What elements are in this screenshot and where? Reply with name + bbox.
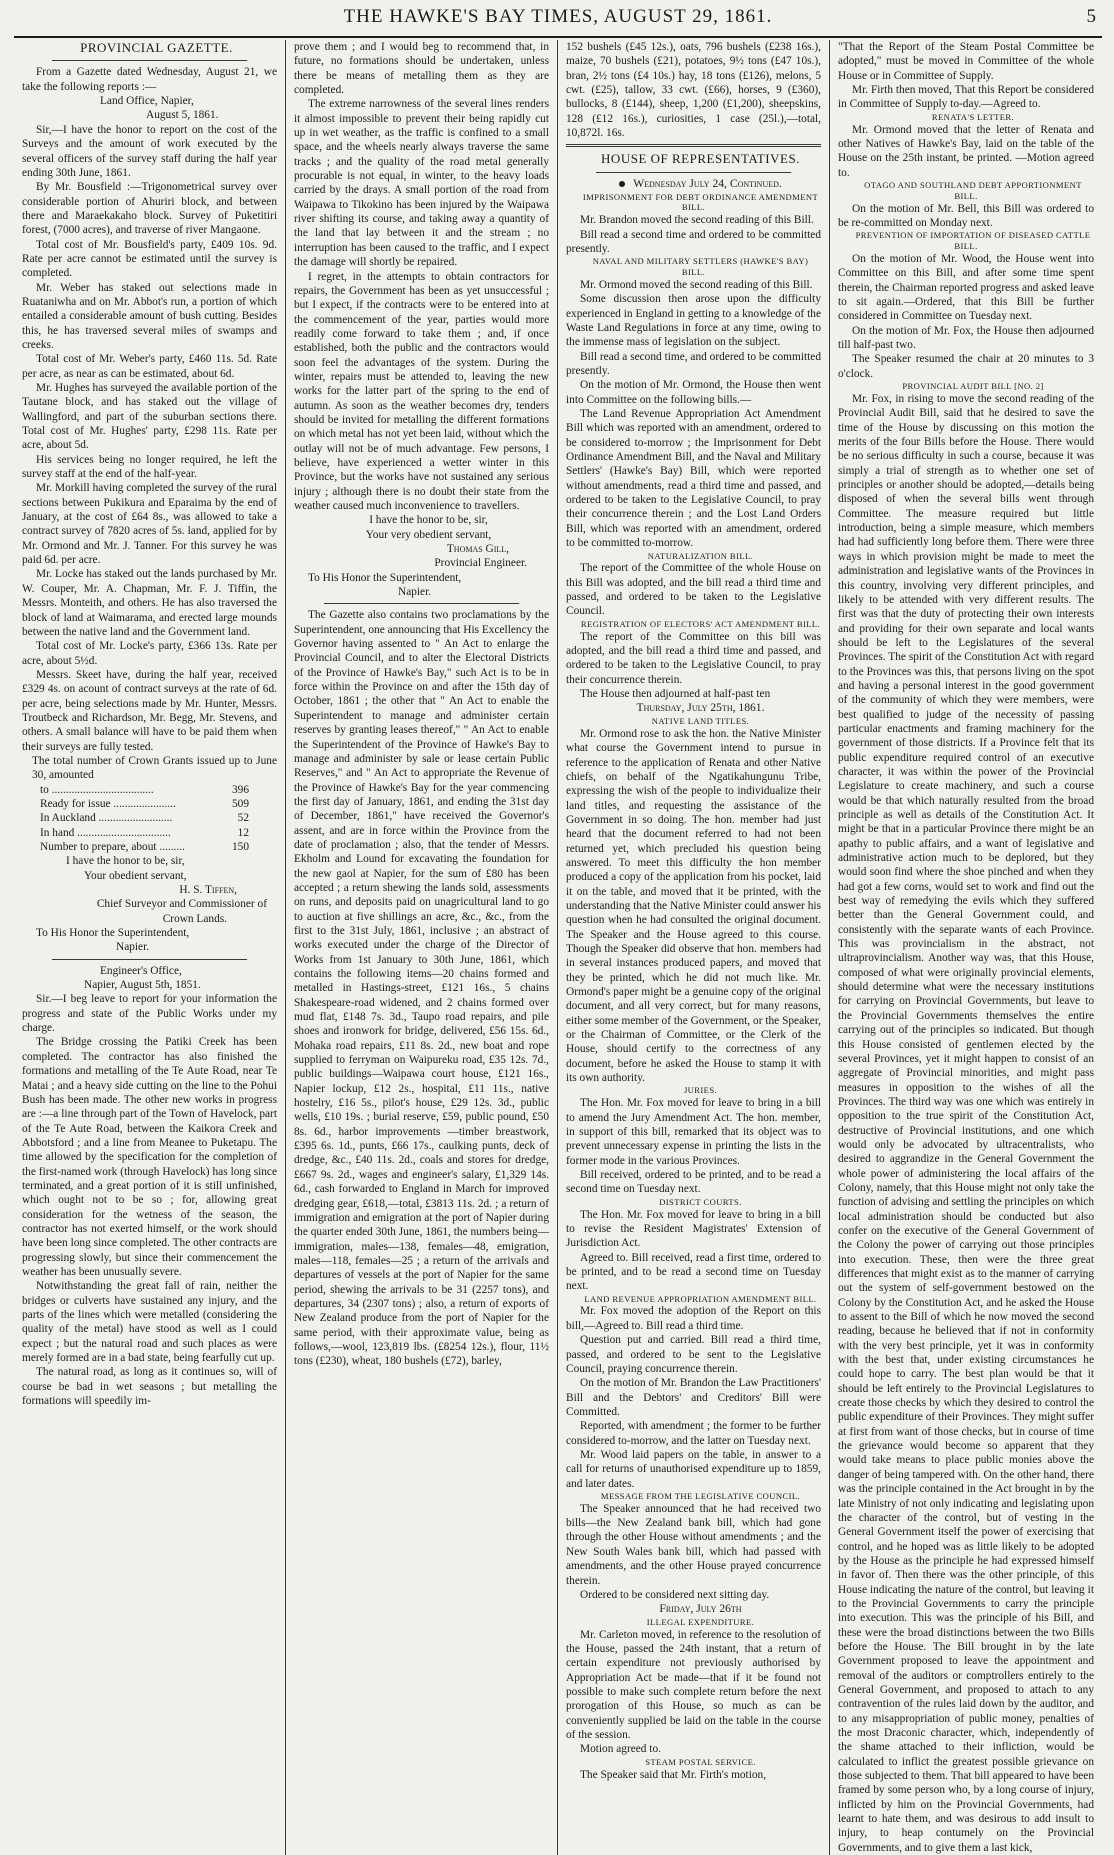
column-2 (286, 40, 558, 1855)
date-line: Thursday, July 25th, 1861. (636, 701, 765, 715)
date-line: Friday, July 26th (659, 1602, 742, 1616)
paragraph: The Speaker resumed the chair at 20 minutes to 3 o'clock. (838, 353, 1094, 380)
letter-place: Engineer's Office, (100, 964, 182, 977)
grants-row: to .................................... 396 (40, 783, 249, 796)
subheading: PROVINCIAL AUDIT BILL [NO. 2] (902, 381, 1044, 392)
paragraph: Mr. Fox moved the adoption of the Report on this bill,—Agreed to. Bill read a third time. (566, 1305, 821, 1332)
paragraph: Agreed to. Bill received, read a first time, ordered to be printed, and to be read a second time on Tuesday next. (566, 1251, 821, 1293)
masthead-title: THE HAWKE'S BAY TIMES, AUGUST 29, 1861. (343, 6, 773, 27)
addressee: To His Honor the Superintendent, (36, 927, 190, 940)
grants-row: In Auckland .......................... 52 (40, 812, 249, 825)
paragraph: Mr. Ormond rose to ask the hon. the Native Minister what course the Government intend to pursue in reference to the application of Renata and other Native chiefs, on behalf of the Ngatikahungunu Tribe, expressing the wish of the people to individualize their land titles, and requesting the assistance of the Government in so doing. The hon. member had just heard that the document referred to had not been returned yet, which precluded his question being answered. To meet this difficulty the hon member produced a copy of the application from his pocket, laid it on the table, and moved that it be printed, with the understanding that the Native Minister could answer his question when he had consulted the original document. The Speaker and the House agreed to this course. Though the Speaker did observe that hon. members had in several instances produced papers, and moved that they be printed, which he did not much like. Mr. Ormond's paper might be a genuine copy of the original document, and all very correct, but for many reasons, either some member of the Government, or the Speaker, or the Chairman of Committee, or the Clerk of the House, should certify to the correctness of any document, before he asked the House to stamp it with its own authority. (566, 727, 821, 1085)
closing-line: Your obedient servant, (84, 869, 187, 882)
paragraph: Total cost of Mr. Bousfield's party, £409 10s. 9d. Rate per acre cannot be estimated until the survey is completed. (22, 238, 277, 280)
addressee: Napier. (116, 941, 150, 954)
subheading: DISTRICT COURTS. (659, 1196, 742, 1207)
paragraph: On the motion of Mr. Fox, the House then adjourned till half-past two. (838, 324, 1094, 352)
paragraph: Bill received, ordered to be printed, and to be read a second time on Tuesday next. (566, 1169, 821, 1196)
subheading: STEAM POSTAL SERVICE. (645, 1756, 756, 1767)
paragraph: Motion agreed to. (580, 1743, 661, 1756)
signer-title: Chief Surveyor and Commissioner of (96, 898, 267, 911)
divider (596, 172, 791, 173)
paragraph: I regret, in the attempts to obtain contractors for repairs, the Government has been as yet unsuccessful ; but I expect, if the contracts were to be entered into at the commencement of the year, parties would more readily come forward to take them ; and, if once established, both the public and the contractors would soon feel the advantages of the system. During the winter, repairs must be attended to, leaving the new works for the latter part of the spring to the end of autumn. As soon as the weather becomes dry, tenders should be invited for metalling the different formations on which metal has not yet been laid, without which the outlay will not be of much advantage. Few persons, I believe, have experienced a wetter winter in this Province, but the works have not sustained any serious injury ; although there is no doubt their state from the weather caused much inconvenience to travellers. (294, 270, 549, 512)
subheading: IMPRISONMENT FOR DEBT ORDINANCE AMENDMENT BILL. (582, 191, 819, 213)
paragraph: Mr. Ormond moved the second reading of this Bill. (580, 278, 813, 291)
divider (52, 60, 247, 61)
subheading: MESSAGE FROM THE LEGISLATIVE COUNCIL. (600, 1490, 801, 1501)
section-heading: HOUSE OF REPRESENTATIVES. (601, 151, 800, 167)
divider (566, 144, 821, 147)
paragraph: Sir,—I have the honor to report on the cost of the Surveys and the amount of work executed by the several officers of the survey staff during the half year ending 30th June, 1861. (22, 123, 277, 179)
grants-row: In hand ................................. 12 (40, 826, 249, 839)
date-line: Wednesday July 24, Continued. (566, 177, 821, 192)
grants-row: Number to prepare, about ......... 150 (40, 841, 249, 853)
paragraph: 152 bushels (£45 12s.), oats, 796 bushels (£238 16s.), maize, 70 bushels (£21), potatoes, 9½ tons (£47 10s.), bran, 2½ tons (£4 10s.) hay, 18 tons (£126), melons, 5 cwt. (£25), tallow, 33 cwt. (£66), horses, 9 (£360), bullocks, 8 (£144), sheep, 1,200 (£1,200), sheepskins, 128 (£12 16s.), curiosities, 1 case (25l.),—total, 10,872l. 16s. (566, 41, 821, 140)
grants-intro: The total number of Crown Grants issued up to June 30, amounted (32, 754, 277, 782)
paragraph: The House then adjourned at half-past ten (580, 687, 771, 700)
paragraph: The Bridge crossing the Patiki Creek has been completed. The contractor has also finished the formations and metalling of the Te Aute Road, near Te Matai ; and a heavy side cutting on the line to the Pohui Bush has been made. The other new works in progress are :—a line through part of the Town of Havelock, part of the Te Aute Road, between the Kaikora Creek and Abbotsford ; and a line from Meanee to Puketapu. The time allowed by the specification for the completion of the first-named work (through Havelock) has long since terminated, and a great portion of it is still unfinished, which ought not to be so ; for, allowing great consideration for the wetness of the season, the contractor has not exerted himself, or the work should have been long since completed. The other contracts are progressing slowly, but since their commencement the weather has been unusually severe. (22, 1036, 277, 1278)
paragraph: Messrs. Skeet have, during the half year, received £329 4s. on acount of contract surveys at the rate of 6d. per acre, being selections made by Mr. Hunter, Messrs. Troutbeck and Richardson, Mr. Begg, Mr. Stevens, and others. A small balance will have to be paid them when their surveys are fully tested. (22, 668, 277, 753)
letter1-body (22, 123, 277, 754)
paragraph: Mr. Hughes has surveyed the available portion of the Tautane block, and has staked out the village of Wallingford, and part of the suburban sections there. Total cost of Mr. Hughes' party, £298 11s. Rate per acre, about 5d. (22, 382, 277, 452)
paragraph: Mr. Weber has staked out selections made in Ruataniwha and on Mr. Abbot's run, a portion of which entailed a considerable amount of bush cutting. Besides this, he has traversed several miles of swamps and creeks. (22, 281, 277, 351)
paragraph: Mr. Carleton moved, in reference to the resolution of the House, passed the 24th instant, that a return of certain expenditure not previously authorised by Appropriation Act be made—that if it be found not possible to make such complete return before the next prorogation of this House, so much as can be conveniently supplied be laid on the table in the course of the session. (566, 1628, 821, 1742)
subheading: NAVAL AND MILITARY SETTLERS (HAWKE'S BAY) BILL. (592, 256, 809, 278)
subheading: OTAGO AND SOUTHLAND DEBT APPORTIONMENT BILL. (864, 179, 1082, 201)
paragraph: Notwithstanding the great fall of rain, neither the bridges or culverts have sustained any injury, and the parts of the lines which were metalled (considering the quality of the metal) have stood as well as I could expect ; but the natural road and such places as were merely formed are in a bad state, being fearfully cut up. (22, 1280, 277, 1365)
paragraph: On the motion of Mr. Ormond, the House then went into Committee on the following bills.— (566, 379, 821, 406)
subheading: RENATA'S LETTER. (931, 111, 1015, 122)
paragraph: The Land Revenue Appropriation Act Amendment Bill which was reported with an amendment, ordered to be considered to-morrow ; the Imprisonment for Debt Ordinance Amendment Bill, and the Naval and Military Settlers' (Hawke's Bay) Bill, which were reported without amendments, read a third time and passed, and ordered to be taken to the Legislative Council, to pray their concurrence therein ; and the Lost Land Orders Bill, which was reported with an amendment, ordered to be committed to-morrow. (566, 408, 821, 550)
letter-date: Napier, August 5th, 1851. (84, 979, 201, 992)
paragraph: The Speaker announced that he had received two bills—the New Zealand bank bill, which had gone through the other House without amendments ; and the New South Wales bank bill, which had passed with amendments, and the other House prayed concurrence therein. (566, 1502, 821, 1587)
paragraph: On the motion of Mr. Wood, the House went into Committee on this Bill, and after some time spent therein, the Chairman reported progress and asked leave to sit again.—Ordered, that this Bill be further considered in Committee on Tuesday next. (838, 253, 1094, 323)
subheading: NATURALIZATION BILL. (647, 550, 754, 561)
subheading: REGISTRATION OF ELECTORS' ACT AMENDMENT BILL. (580, 618, 821, 629)
paragraph: The Speaker said that Mr. Firth's motion, (580, 1768, 767, 1781)
closing-line: Your very obedient servant, (365, 528, 492, 541)
paragraph: By Mr. Bousfield :—Trigonometrical survey over considerable portion of Ahuriri block, and between there and Maraekakaho block. Survey of Puketitiri forest, (7000 acres), and traverse of river Mangaone. (22, 181, 277, 237)
signature: H. S. Tiffen, (179, 884, 237, 897)
grants-table (22, 783, 277, 855)
paragraph: The Hon. Mr. Fox moved for leave to bring in a bill to amend the Jury Amendment Act. The hon. member, in support of this bill, remarked that its object was to prevent unnecessary expense in printing the lists in the former mode in the various Provinces. (566, 1097, 821, 1167)
paragraph: On the motion of Mr. Brandon the Law Practitioners' Bill and the Debtors' and Creditors' Bill were Committed. (566, 1377, 821, 1418)
paragraph: The extreme narrowness of the several lines renders it almost impossible to prevent their being rapidly cut up in wet weather, as the traffic is confined to a small space, and the wheels nearly always traverse the same tracks ; and the quality of the road metal generally procurable is not equal, in winter, to the heavy loads carried by the drays. A small portion of the road from Waipawa to Tikokino has been injured by the Waipawa river shifting its course, and taking away a quantity of the land that lay between it and the stream ; no interruption has been caused to the traffic, and I expect the damage will shortly be repaired. (294, 98, 549, 269)
page-number: 5 (1086, 6, 1096, 27)
paragraph: Total cost of Mr. Locke's party, £366 13s. Rate per acre, about 5½d. (22, 640, 277, 667)
addressee: Napier. (398, 586, 432, 599)
subheading: LAND REVENUE APPROPRIATION AMENDMENT BILL. (584, 1293, 817, 1304)
paragraph: Mr. Morkill having completed the survey of the rural sections between Pukikura and Eparaima by the end of January, at the cost of £64 8s., was allowed to take a contract survey of 7820 acres of 5s. land, applied for by Mr. Ormond and Mr. J. Tanner. For this survey he was paid 6d. per acre. (22, 482, 277, 567)
column-4 (830, 40, 1102, 1855)
paragraph: Question put and carried. Bill read a third time, passed, and ordered to be sent to the Legislative Council, praying concurrence therein. (566, 1334, 821, 1375)
paragraph: Mr. Fox, in rising to move the second reading of the Provincial Audit Bill, said that he desired to save the time of the House by discussing on this motion the merits of the four Bills before the House. There would be no serious difficulty in such a course, because it was simply a trial of strength as to whether one set of principles or another should be adopted,—details being disposed of when the several bills went through Committee. The measure required but little introduction, being a simple measure, which members had had sufficiently long before them. There were three ways in which provision might be made to meet the administration and legislative wants of the Provinces in this country, involving very different principles, and likely to be attended with very different results. The first was that the duty of protecting their own interests and providing for their own separate and local wants should be left to the Legislatures of the several Provinces. The spirit of the Constitution Act with regard to the Provinces was this, that persons living on the spot and having a personal interest in the good government of the community of which they were members, were best qualified to judge of the necessity of passing particular enactments and framing machinery for the government of those districts. If a Province felt that its public expenditure required control of an executive character, it was within the power of the Provincial Legislature to create machinery, and such a course would be that which naturally resulted from the broad principle as well as details of the Constitution Act. It might be that in a particular Province there might be an apathy to public affairs, and a want of legislative and administrative action much to be deplored, but they would soon find where the shoe pinched and when they had got a few corns, would set to work and find out the best way of remedying the evils which they suffered better than the General Government could, and consistently with the separate wants of each Province. This was provincialism in the abstract, not ultraprovincialism. Another way was, that this House, composed of what were originally provincial elements, should determine what were the necessary institutions for carrying on Provincial Governments, but leave to the Provincial Governments themselves the entire carrying out of the principles so indicated. But though this House consisted of gentlemen elected by the several Provinces, yet it might happen to consist of an aggregate of Provincial minorities, and might pass measures in opposition to the wishes of all the Provinces. The third way was one which was entirely in opposition to the true spirit of the Constitution Act, destructive of Provincial institutions, and one which would only be advocated by ultracentralists, who desired to aggrandize in the General Government the whole power of administering the local affairs of the Colony, namely, that this House might not only take the function of advising and settling the principles on which local administration should be conducted but also confer on the executive of the General Government of the Colony the power of carrying out those principles into execution. These, then were the three great differences that might exist as to the manner of carrying out the system of self-government bestowed on the Colony by the Constitution Act, and he asked the House to assent to the Bill of which he now moved the second reading, because he believed that if not in conformity with the very best principle, yet it was in conformity with the best that, under existing circumstances he could hope to carry. The best plan would be that it should be left entirely to the Provincial Legislatures to create those checks by which they desired to control the public expenditure of their Provinces. They might suffer at first from want of those checks, but in course of time the grievance would become so apparent that they would take means to place public monies above the danger of being tampered with. On the other hand, there was the principle contained in the Act brought in by the late Ministry of not only indicating and legislating upon the character of the control, but of vesting in the General Government itself the power of exercising that control, and he hoped was as little likely to be adopted by the House as the principle he had expressed himself in favor of. Then there was the other principle, of this House indicating the nature of the control, but leaving it to the Provincial Governments to carry the principle into execution. This was the principle of his Bill, and these were the broad distinctions between the two Bills before the House. The Bill brought in by the late Government proposed to leave the appointment and removal of the auditors or comptrollers entirely to the General Government, and proposed to attach to any contravention of the rules laid down by the auditor, and to any misappropriation of public money, penalties of the most Draconic character, which, independently of the shame attached to their infliction, would be calculated to inflict the greatest possible grievance on those subjected to them. That bill appeared to have been framed by some person who, by a long course of injury, inflicted by him on the Provincial Governments, had learnt to hate them, and was desirous to add insult to injury, to heap contumely on the Provincial Governments, and to give them a last kick, (838, 393, 1094, 1854)
masthead (14, 6, 1102, 38)
paragraph: Mr. Firth then moved, That this Report be considered in Committee of Supply to-day.—Agreed to. (838, 84, 1094, 111)
closing-line: I have the honor to be, sir, (66, 855, 185, 868)
paragraph: Bill read a second time, and ordered to be committed presently. (566, 350, 821, 378)
divider (324, 603, 519, 604)
subheading: NATIVE LAND TITLES. (651, 715, 750, 726)
intro-paragraph: From a Gazette dated Wednesday, August 21, we take the following reports :— (22, 66, 277, 93)
paragraph: Reported, with amendment ; the former to be further considered to-morrow, and the latter on Tuesday next. (566, 1420, 821, 1447)
paragraph: Bill read a second time and ordered to be committed presently. (566, 228, 821, 255)
columns (14, 40, 1102, 1854)
paragraph: Some discussion then arose upon the difficulty experienced in England in getting to a knowledge of the Waste Land Regulations in force at any time, owing to the immense mass of legislation on the subject. (566, 293, 821, 349)
bullet-icon (619, 181, 625, 187)
paragraph: Ordered to be considered next sitting day. (580, 1588, 770, 1601)
letter-date: August 5, 1861. (146, 109, 219, 122)
signer-title: Crown Lands. (162, 912, 227, 925)
paragraph: The report of the Committee on this bill was adopted, and the bill read a third time and passed, and ordered to be taken to the Legislative Council, to pray their concurrence therein. (566, 630, 821, 686)
subheading: JURIES. (683, 1085, 718, 1096)
paragraph: Total cost of Mr. Weber's party, £460 11s. 5d. Rate per acre, as near as can be estimated, about 6d. (22, 353, 277, 380)
paragraph: Mr. Wood laid papers on the table, in answer to a call for returns of unauthorised expenditure up to 1859, and later dates. (566, 1448, 821, 1490)
paragraph: His services being no longer required, he left the survey staff at the end of the half-year. (22, 453, 277, 481)
letter-place: Land Office, Napier, (100, 95, 194, 108)
section-heading: PROVINCIAL GAZETTE. (80, 40, 233, 55)
column-3 (558, 40, 830, 1855)
signature: Thomas Gill, (446, 543, 509, 556)
paragraph: Mr. Brandon moved the second reading of this Bill. (580, 214, 814, 227)
paragraph: Sir.—I beg leave to report for your information the progress and state of the Public Works under my charge. (22, 993, 277, 1035)
paragraph: prove them ; and I would beg to recommend that, in future, no formations should be undertaken, unless there be means of metalling them as they are completed. (294, 41, 549, 97)
subheading: ILLEGAL EXPENDITURE. (646, 1616, 755, 1627)
closing-line: I have the honor to be, sir, (369, 514, 488, 527)
paragraph: The natural road, as long as it continues so, will of course be bad in wet seasons ; but metalling the formations will speedily im- (22, 1366, 277, 1408)
addressee: To His Honor the Superintendent, (308, 571, 462, 584)
paragraph: The report of the Committee of the whole House on this Bill was adopted, and the bill read a third time and passed, and ordered to be taken to the Legislative Council. (566, 562, 821, 618)
paragraph: Mr. Locke has staked out the lands purchased by Mr. W. Couper, Mr. A. Chapman, Mr. F. J. Tiffin, the Messrs. Monteith, and others. He has also traversed the block of land at Waimarama, and erected large mounds between the native land and the Government land. (22, 568, 277, 638)
subheading: PREVENTION OF IMPORTATION OF DISEASED CATTLE BILL. (855, 230, 1091, 252)
grants-row: Ready for issue ...................... 509 (40, 797, 249, 810)
divider (52, 959, 247, 960)
paragraph: The Gazette also contains two proclamations by the Superintendent, one announcing that His Excellency the Governor having assented to " An Act to enlarge the Provincial Council, and to alter the Electoral Districts of the Province of Hawke's Bay," such Act is to be in force within the Province on and after the 15th day of October, 1861 ; the other that " An Act to enable the Superintendent to manage and administer certain reserves by granting leases thereof," " An Act to enable the Superintendent of the Province of Hawke's Bay to manage and administer by sale or lease certain Public Reserves," and " An Act to appropriate the Revenue of the Province of Hawke's Bay for the year commencing the first day of January, 1861, and ending the 31st day of December, 1861," have received the Governor's assent, and are in force within the Province from the date of proclamation ; also, that the tender of Messrs. Ekholm and Lound for excavating the foundation for the new gaol at Napier, for the sum of £80 has been accepted ; a return shewing the lands sold, assessments on runs, and deposits paid on unagricultural land to go to auction at five shillings an acre, &c., &c., from the first to the 31st July, 1861, inclusive ; an abstract of works executed under the charge of the Director of Works from 1st January to 30th June, 1861, which contains the following items—20 chains formed and metalled in Hastings-street, £121 16s., 5 chains Shakespeare-road widened, and 2 chains formed over mud flat, £148 7s. 3d., Taupo road repairs, and pile shoes and ironwork for bridge, delivered, £56 15s. 6d., Mohaka road repairs, £11 8s. 2d., new boat and rope supplied to ferryman on Waipureku road, £35 12s. 7d., public buildings—Waipawa court house, £121 16s., Napier lockup, £12 2s., hospital, £11 11s., native hostelry, £16 5s., pilot's house, £29 12s. 3d., public wells, £10 19s. ; burial reserve, £59, public pound, £50 8s. 6d., harbor improvements —timber breastwork, £395 6s. 1d., punts, £66 17s., caulking punts, deck of dredge, &c., £40 11s. 2d., coals and stores for dredge, £667 9s. 2d., wages and engineer's salary, £1,329 14s. 6d., cash forwarded to England in March for improved dredging gear, £618,—total, £3813 11s. 2d. ; a return of immigration and emigration at the port of Napier during the quarter ended 30th June, 1861, the numbers being—immigration, males—138, females—48, emigration, males—118, females—25 ; a return of the arrivals and departures of vessels at the port of Napier for the same period, shewing the arrivals to be 31 (2257 tons), and departures, 34 (2307 tons) ; also, a return of exports of New Zealand produce from the port of Napier for the same period, with their approximate value, being as follows,—wool, 123,819 lbs. (£8254 12s.), flour, 11½ tons (£230), wheat, 180 bushels (£72), barley, (294, 609, 549, 1368)
paragraph: The Hon. Mr. Fox moved for leave to bring in a bill to revise the Resident Magistrates' Extension of Jurisdiction Act. (566, 1208, 821, 1250)
paragraph: "That the Report of the Steam Postal Committee be adopted," must be moved in Committee of the whole House or in Committee of Supply. (838, 41, 1094, 82)
paragraph: On the motion of Mr. Bell, this Bill was ordered to be re-committed on Monday next. (838, 202, 1094, 230)
column-1 (14, 40, 286, 1855)
paragraph: Mr. Ormond moved that the letter of Renata and other Natives of Hawke's Bay, laid on the table of the House on the 25th instant, be printed. —Motion agreed to. (838, 123, 1094, 179)
signer-title: Provincial Engineer. (434, 557, 527, 570)
